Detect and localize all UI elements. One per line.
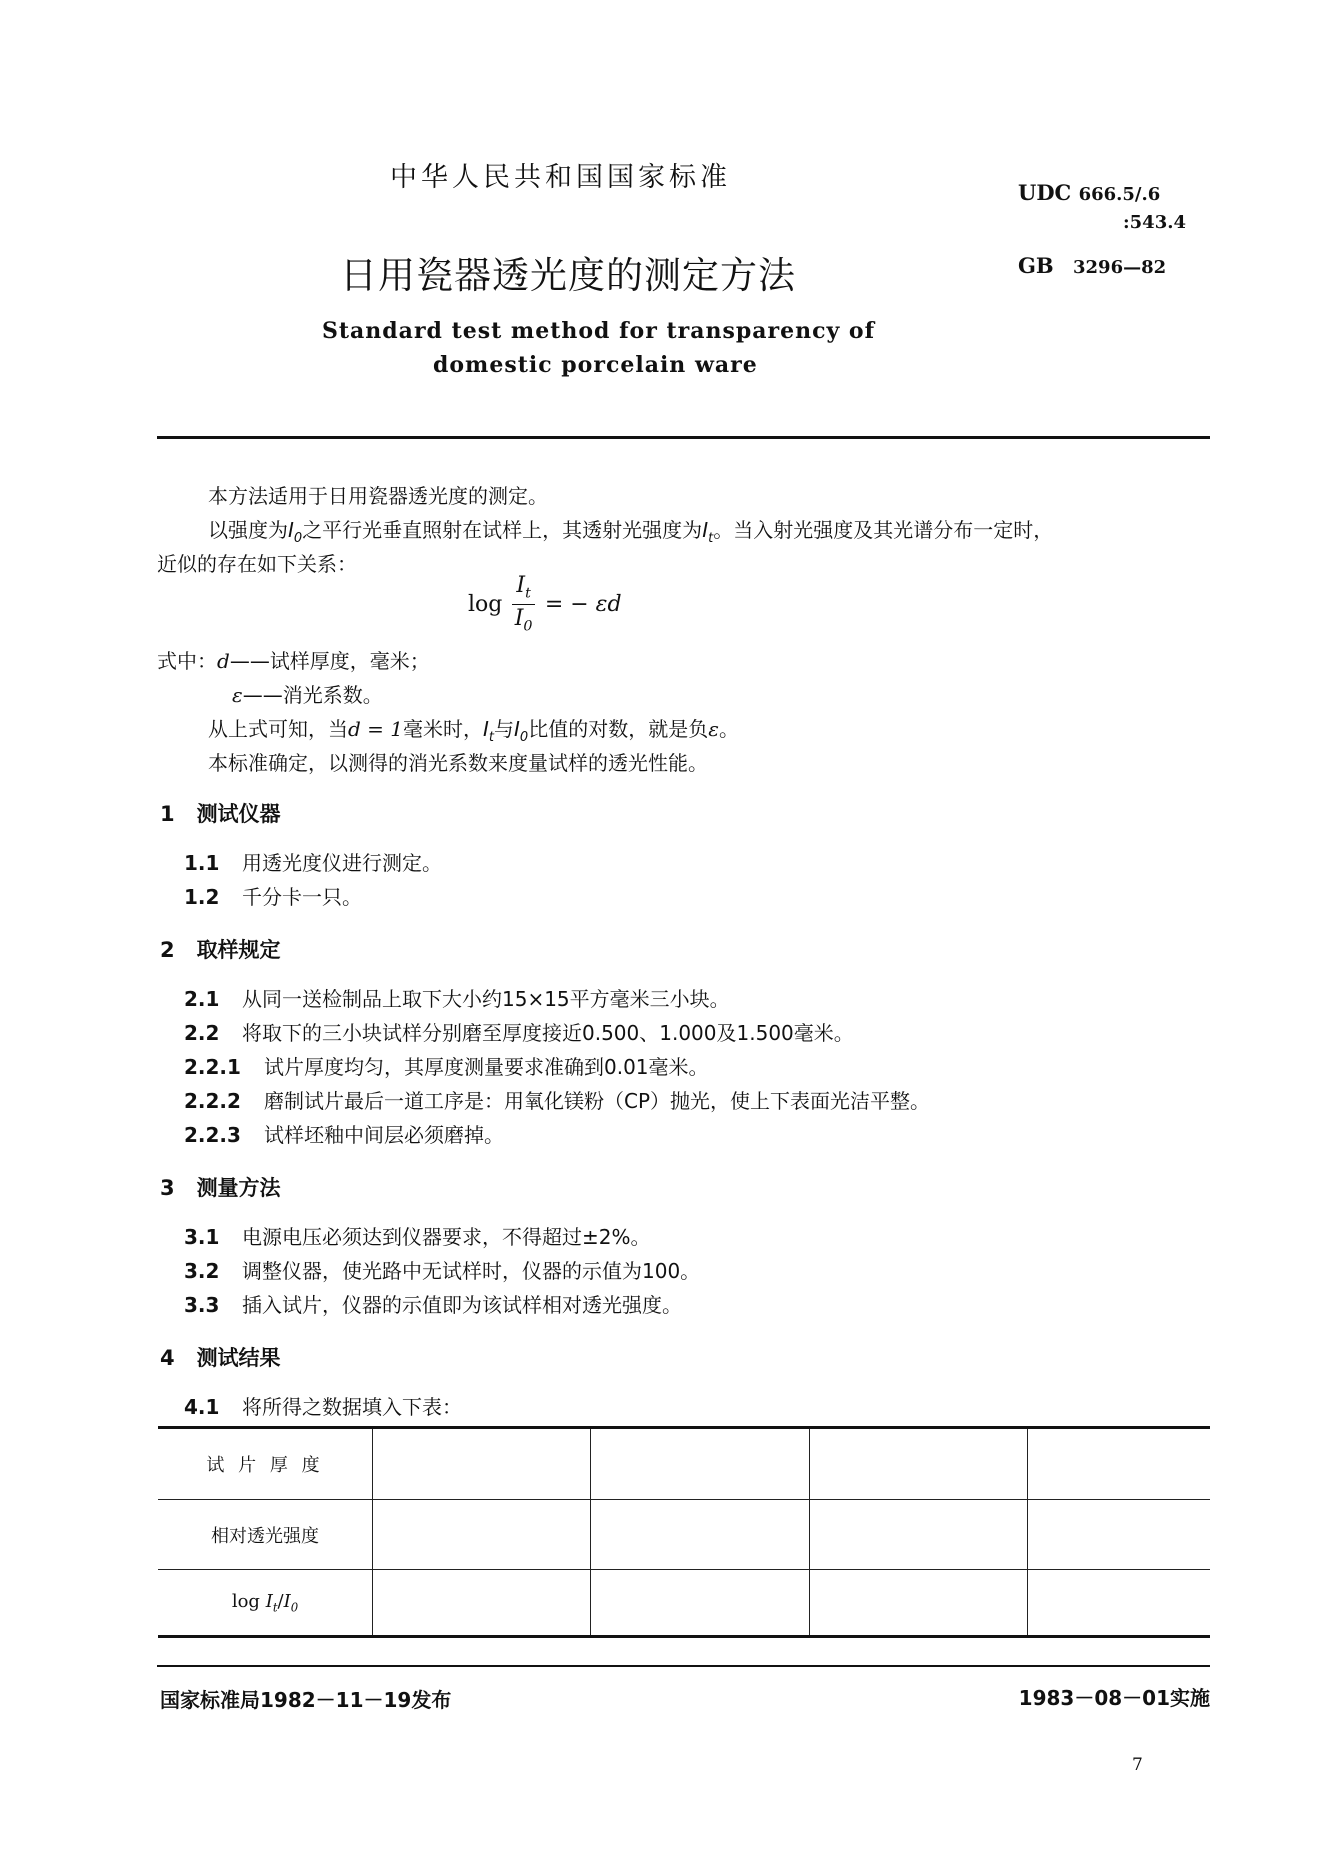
row-label-it [265,1590,278,1615]
table-cell [1028,1570,1210,1637]
clause-1-1 [184,847,442,876]
issue-date: 国家标准局1982－11－19发布 [160,1688,452,1712]
table-cell [809,1570,1027,1637]
table-row-thickness [158,1428,1210,1500]
formula-fraction [512,572,534,634]
clause-3-1 [184,1221,651,1250]
clause-2-2-3 [184,1119,504,1148]
row-label-log-ratio [158,1570,373,1637]
clause-1-2 [184,881,362,910]
epsilon-symbol: ε [708,717,719,741]
intro-conclusion-a: 从上式可知，当 [208,717,348,741]
intro-conclusion [208,713,739,745]
intro-definition: 本标准确定，以测得的消光系数来度量试样的透光性能。 [208,751,708,775]
formula [468,574,622,634]
formula-rhs: = − εd [544,591,622,617]
where-d-line [157,645,430,674]
clause-2-2-3-number: 2.2.3 [184,1123,241,1147]
row-label-slash: / [277,1590,284,1612]
row-label-thickness: 试 片 厚 度 [206,1455,324,1477]
footer-rule [157,1665,1210,1667]
where-label: 式中： [157,649,217,673]
intro-relation: 近似的存在如下关系： [157,552,357,576]
intro-principle-c: 。当入射光强度及其光谱分布一定时， [713,518,1054,542]
symbol-i-t [483,717,495,745]
formula-den-i: I [514,605,524,631]
clause-3-2-text: 调整仪器，使光路中无试样时，仪器的示值为100。 [242,1259,701,1283]
clause-4-1-number: 4.1 [184,1395,220,1419]
udc-line1: 666.5/.6 [1078,184,1161,205]
condition-d: d = 1 [348,717,403,741]
clause-2-2-2-text: 磨制试片最后一道工序是：用氧化镁粉（CP）抛光，使上下表面光洁平整。 [264,1089,931,1113]
clause-2-2-text: 将取下的三小块试样分别磨至厚度接近0.500、1.000及1.500毫米。 [242,1021,854,1045]
clause-3-1-number: 3.1 [184,1225,220,1249]
clause-2-1 [184,983,730,1012]
table-cell [809,1428,1027,1500]
table-cell [1028,1428,1210,1500]
table-cell [591,1428,809,1500]
section-4-heading [160,1342,281,1372]
clause-4-1-text: 将所得之数据填入下表： [242,1395,462,1419]
intro-principle-a: 以强度为 [208,518,288,542]
intro-conclusion-e: 比值的对数，就是负 [528,717,709,741]
clause-2-2-1 [184,1051,709,1080]
intro-scope: 本方法适用于日用瓷器透光度的测定。 [208,484,548,508]
clause-1-1-text: 用透光度仪进行测定。 [242,851,442,875]
title-en-line1: Standard test method for transparency of [322,318,876,344]
formula-num-sub: t [525,585,531,602]
clause-3-3-number: 3.3 [184,1293,220,1317]
intro-principle [208,514,1053,546]
formula-numerator [512,572,534,605]
row-label-i0 [283,1590,299,1615]
section-3-heading [160,1172,281,1202]
udc-line2: :543.4 [1123,212,1187,233]
symbol-sub-t: t [488,730,495,745]
section-2-heading [160,934,281,964]
section-1-heading [160,798,281,828]
clause-2-1-text: 从同一送检制品上取下大小约15×15平方毫米三小块。 [242,987,730,1011]
intro-conclusion-d: 与 [494,717,515,741]
where-e-text: ——消光系数。 [242,683,383,707]
table-cell [591,1500,809,1570]
section-1-title: 测试仪器 [196,802,281,826]
udc-code [1018,180,1186,236]
clause-2-2-3-text: 试样坯釉中间层必须磨掉。 [264,1123,504,1147]
section-3-number: 3 [160,1176,175,1200]
symbol-i-zero [514,717,529,745]
symbol-sub-zero: 0 [293,531,303,546]
row-label-relative-intensity: 相对透光强度 [158,1500,373,1570]
gb-code: 3296—82 [1073,257,1167,278]
clause-2-2-1-text: 试片厚度均匀，其厚度测量要求准确到0.01毫米。 [264,1055,709,1079]
section-3-title: 测量方法 [196,1176,281,1200]
symbol-i: I [483,717,489,741]
title-en-line2: domestic porcelain ware [433,352,758,378]
where-d-symbol: d [217,649,230,673]
clause-3-2 [184,1255,700,1284]
clause-3-3-text: 插入试片，仪器的示值即为该试样相对透光强度。 [242,1293,682,1317]
clause-2-2 [184,1017,854,1046]
table-cell [373,1428,591,1500]
title-cn: 日用瓷器透光度的测定方法 [340,254,796,297]
clause-3-2-number: 3.2 [184,1259,220,1283]
clause-1-1-number: 1.1 [184,851,220,875]
clause-4-1 [184,1391,462,1420]
intro-principle-b: 之平行光垂直照射在试样上，其透射光强度为 [302,518,703,542]
section-2-number: 2 [160,938,175,962]
section-1-number: 1 [160,802,175,826]
where-d-text: ——试样厚度，毫米； [229,649,430,673]
clause-1-2-number: 1.2 [184,885,220,909]
table-cell [373,1570,591,1637]
page-number: 7 [1132,1755,1143,1775]
intro-conclusion-g: 。 [718,717,739,741]
effective-date: 1983－08－01实施 [1018,1686,1210,1710]
gb-number [1018,253,1166,278]
clause-2-2-1-number: 2.2.1 [184,1055,241,1079]
results-table [158,1426,1210,1638]
symbol-sub-zero: 0 [519,730,529,745]
clause-2-2-2-number: 2.2.2 [184,1089,241,1113]
section-4-title: 测试结果 [196,1346,281,1370]
intro-conclusion-c: 毫米时， [403,717,483,741]
row-label-sub-t: t [272,1600,278,1615]
formula-denominator [515,605,533,634]
table-cell [373,1500,591,1570]
clause-1-2-text: 千分卡一只。 [242,885,362,909]
table-cell [1028,1500,1210,1570]
udc-label: UDC [1018,180,1072,205]
symbol-i-t [702,518,714,546]
clause-2-1-number: 2.1 [184,987,220,1011]
symbol-sub-t: t [708,531,714,546]
where-e-symbol: ε [232,683,243,707]
formula-den-sub: 0 [523,617,533,634]
gb-label: GB [1018,253,1054,278]
section-4-number: 4 [160,1346,175,1370]
row-label-log: log [231,1590,260,1612]
row-label-i: I [265,1590,273,1612]
table-row-log-ratio [158,1570,1210,1637]
table-cell [591,1570,809,1637]
clause-2-2-number: 2.2 [184,1021,220,1045]
row-label-i: I [283,1590,291,1612]
formula-num-i: I [516,572,526,598]
national-standard-label: 中华人民共和国国家标准 [390,162,731,193]
row-label-sub-0: 0 [290,1600,299,1615]
table-cell [809,1500,1027,1570]
header-rule [157,436,1210,439]
clause-3-3 [184,1289,682,1318]
symbol-i: I [514,717,520,741]
symbol-i-zero [288,518,303,546]
clause-3-1-text: 电源电压必须达到仪器要求，不得超过±2%。 [242,1225,651,1249]
clause-2-2-2 [184,1085,930,1114]
symbol-i: I [702,518,709,542]
symbol-i: I [288,518,294,542]
section-2-title: 取样规定 [196,938,281,962]
where-e-line [232,679,383,708]
formula-log: log [468,591,503,617]
table-row-relative-intensity [158,1500,1210,1570]
